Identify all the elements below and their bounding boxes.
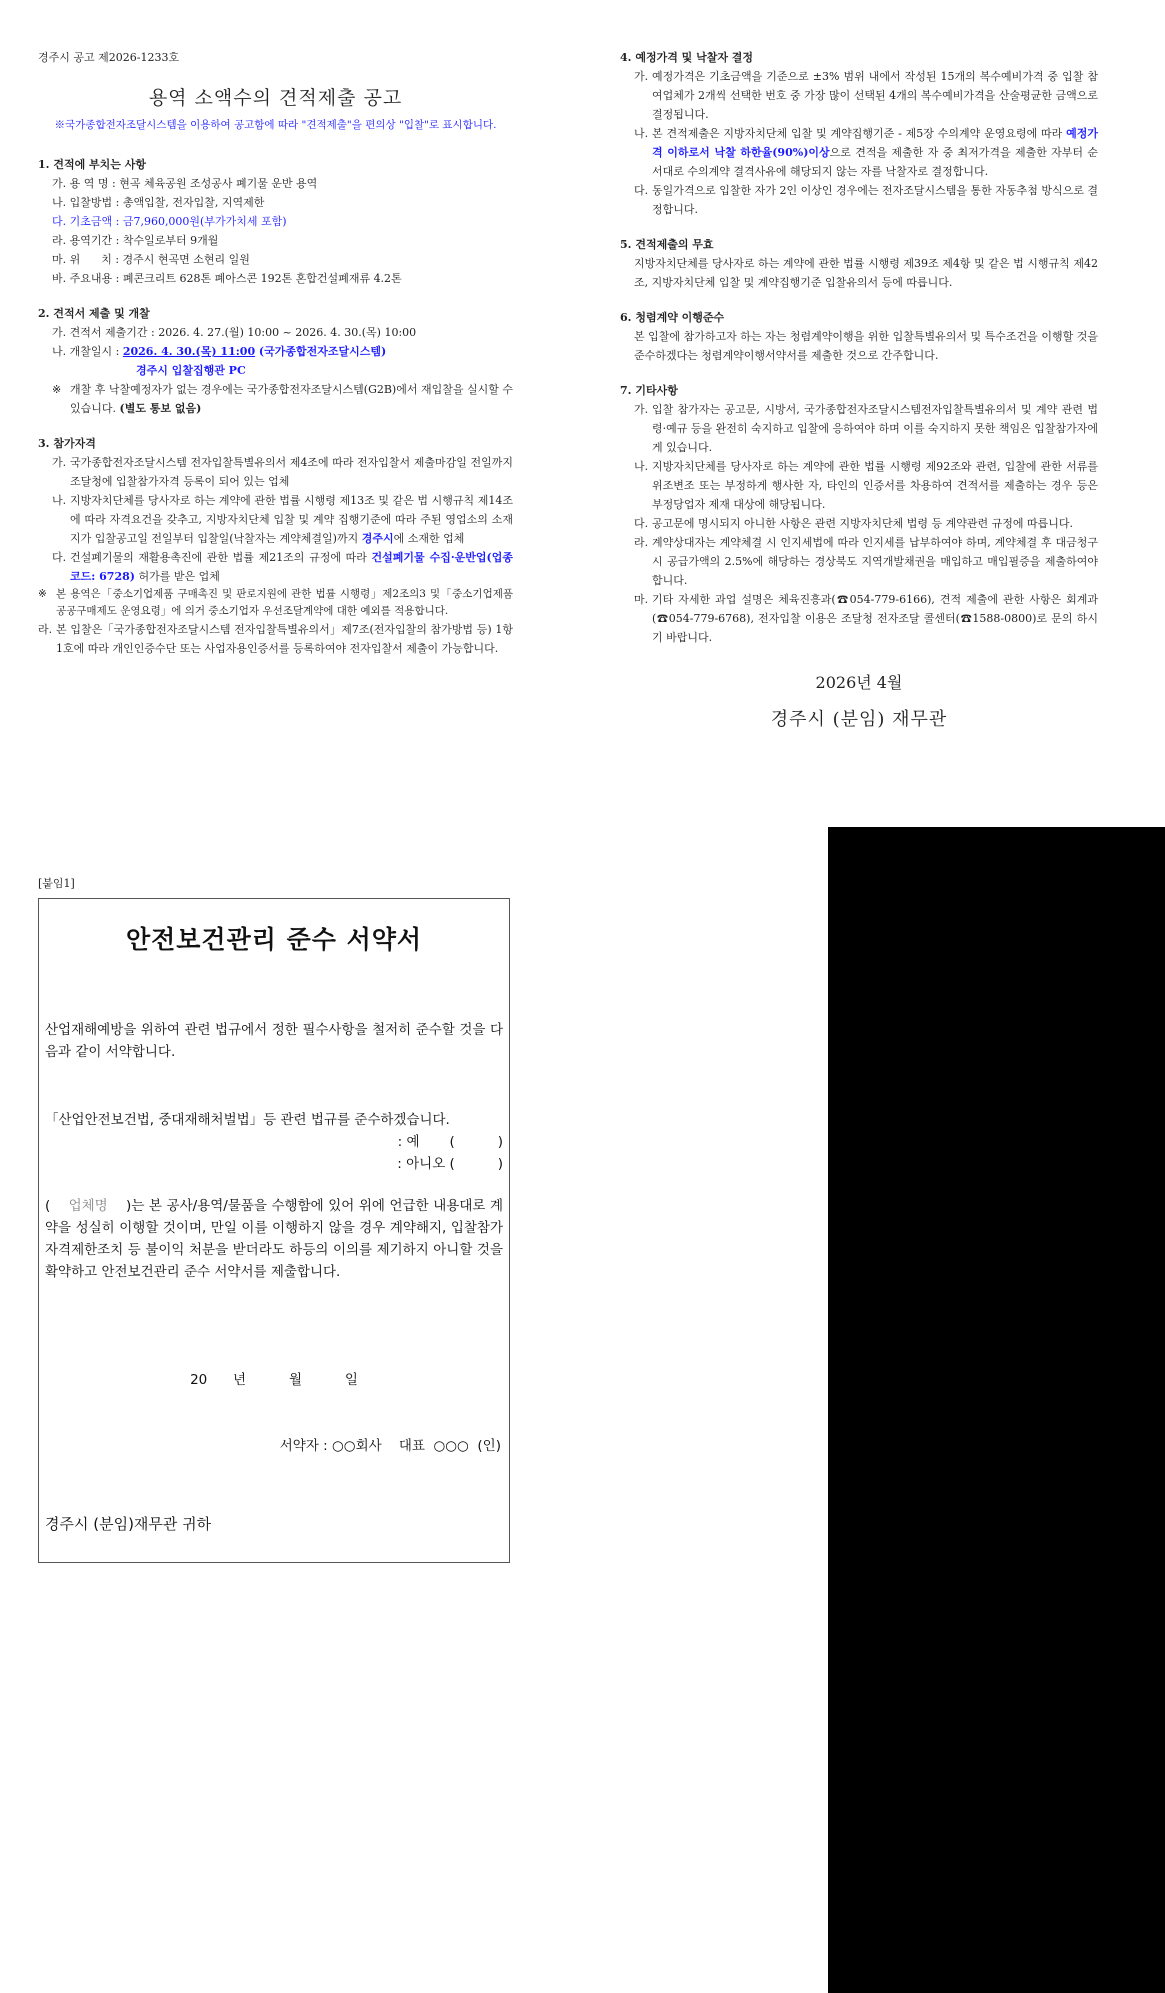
pledge-date-line: 20 년 월 일 xyxy=(190,1372,358,1388)
qualification-item xyxy=(38,491,513,548)
section-6 xyxy=(620,308,1098,365)
section-heading: 4. 예정가격 및 낙찰자 결정 xyxy=(620,51,754,64)
notice-number: 경주시 공고 제2026-1233호 xyxy=(38,51,180,64)
item-text: 계약상대자는 계약체결 시 인지세법에 따라 인지세를 납부하여야 하며, 계약체결 후 대금청구 시 공급가액의 2.5%에 해당하는 경상북도 지역개발채권을 매입하고 매입필증을 제출하여야 합니다. xyxy=(652,536,1098,587)
black-redaction-block xyxy=(828,827,1165,1993)
company-name-field[interactable]: 업체명 xyxy=(68,1198,108,1214)
item-marker: 다. xyxy=(52,551,67,564)
section-1 xyxy=(38,155,513,288)
misc-item xyxy=(620,400,1098,457)
section-heading: 7. 기타사항 xyxy=(620,384,678,397)
pledge-no-checkbox[interactable] xyxy=(39,1153,503,1175)
item-marker: 다. xyxy=(634,517,649,530)
item-marker: 가. xyxy=(52,456,67,469)
item-marker: 나. xyxy=(634,127,649,140)
item-text: 동일가격으로 입찰한 자가 2인 이상인 경우에는 전자조달시스템을 통한 자동추첨 방식으로 결정합니다. xyxy=(652,184,1098,216)
pledge-body-text: )는 본 공사/용역/물품을 수행함에 있어 위에 언급한 내용대로 계약을 성실히 이행할 것이며, 만일 이를 이행하지 않을 경우 계약해지, 입찰참가자격제한조치 등 불이익 처분을 받더라도 하등의 이의를 제기하지 아니할 것을 확약하고 안전보건관리 준수 서약서를 제출합니다. xyxy=(45,1198,504,1280)
rebid-note-bold: (별도 통보 없음) xyxy=(119,402,202,415)
opening-date-link[interactable]: 2026. 4. 30.(목) 11:00 xyxy=(122,345,256,358)
opening-label: 나. 개찰일시 : xyxy=(52,345,123,358)
note-text: 본 용역은「중소기업제품 구매촉진 및 판로지원에 관한 법률 시행령」제2조의3 및「중소기업제품 공공구매제도 운영요령」에 의거 중소기업자 우선조달계약에 대한 예외를 적용합니다. xyxy=(56,588,513,617)
misc-item xyxy=(620,457,1098,514)
qualification-item xyxy=(38,453,513,491)
pledge-addressee: 경주시 (분임)재무관 귀하 xyxy=(45,1515,212,1533)
pledge-signer: 서약자 : ○○회사 대표 ○○○ (인) xyxy=(279,1438,501,1454)
qualification-item xyxy=(38,620,513,658)
notice-left-column xyxy=(38,48,513,674)
item-highlight: 예정가격 이하로서 낙찰 하한율(90%)이상 xyxy=(652,127,1098,159)
yes-label: : 예 ( ) xyxy=(397,1134,503,1150)
item-marker: 다. xyxy=(634,184,649,197)
item-text: 공고문에 명시되지 아니한 사항은 관련 지방자치단체 법령 등 계약관련 규정에 따릅니다. xyxy=(652,517,1073,530)
opening-place: 경주시 입찰집행관 PC xyxy=(136,364,246,377)
opening-system: (국가종합전자조달시스템) xyxy=(255,345,387,358)
item-marker: 나. xyxy=(634,460,649,473)
section-1-item: 바. 주요내용 : 폐콘크리트 628톤 폐아스콘 192톤 혼합건설폐재류 4.2톤 xyxy=(52,272,402,285)
pledge-law: 「산업안전보건법, 중대재해처벌법」등 관련 법규를 준수하겠습니다. xyxy=(45,1112,450,1128)
section-2 xyxy=(38,304,513,418)
notice-date: 2026년 4월 xyxy=(815,673,903,692)
notice-subnote: ※국가종합전자조달시스템을 이용하여 공고함에 따라 "견적제출"을 편의상 "입찰"로 표시합니다. xyxy=(54,119,497,131)
opening-datetime xyxy=(38,342,513,361)
item-text: 지방자치단체를 당사자로 하는 계약에 관한 법률 시행령 제13조 및 같은 법 시행규칙 제14조에 따라 자격요건을 갖추고, 지방자치단체 입찰 및 계약 집행기준에 따라 주된 영업소의 소재지가 입찰공고일 전일부터 입찰일(낙찰자는 계약체결일)까지 xyxy=(70,494,513,545)
misc-item xyxy=(620,514,1098,533)
item-text: 건설폐기물의 재활용촉진에 관한 법률 제21조의 규정에 따라 xyxy=(70,551,372,564)
section-5 xyxy=(620,235,1098,292)
safety-pledge-form xyxy=(38,898,510,1563)
item-text: 지방자치단체를 당사자로 하는 계약에 관한 법률 시행령 제92조와 관련, 입찰에 관한 서류를 위조변조 또는 부정하게 행사한 자, 타인의 인증서를 차용하여 견적서를 제출하는 경우 등은 부정당업자 제재 대상에 해당됩니다. xyxy=(652,460,1098,511)
item-text: 기타 자세한 과업 설명은 체육진흥과(☎054-779-6166), 견적 제출에 관한 사항은 회계과(☎054-779-6768), 전자입찰 이용은 조달청 전자조달 콜센터(☎1588-0800)로 문의 하시기 바랍니다. xyxy=(652,593,1098,644)
section-body: 지방자치단체를 당사자로 하는 계약에 관한 법률 시행령 제39조 제4항 및 같은 법 시행규칙 제42조, 지방자치단체 입찰 및 계약집행기준 입찰유의서 등에 따릅니다. xyxy=(634,257,1098,289)
company-paren: ( xyxy=(45,1198,51,1214)
misc-item xyxy=(620,533,1098,590)
notice-right-column xyxy=(620,48,1098,729)
item-marker: 라. xyxy=(634,536,649,549)
item-text: 본 입찰은「국가종합전자조달시스템 전자입찰특별유의서」제7조(전자입찰의 참가방법 등) 1항 1호에 따라 개인인증수단 또는 사업자용인증서를 등록하여야 전자입찰서 제출이 가능합니다. xyxy=(56,623,513,655)
section-1-item: 나. 입찰방법 : 총액입찰, 전자입찰, 지역제한 xyxy=(52,196,265,209)
section-3 xyxy=(38,434,513,658)
section-7 xyxy=(620,381,1098,647)
attachment-label: [붙임1] xyxy=(38,877,75,890)
rebid-note xyxy=(38,380,513,418)
price-item xyxy=(620,67,1098,124)
item-highlight: 건설폐기물 수집·운반업(업종코드: 6728) xyxy=(70,551,513,583)
item-text: 입찰 참가자는 공고문, 시방서, 국가종합전자조달시스템전자입찰특별유의서 및 계약 관련 법령·예규 등을 완전히 숙지하고 입찰에 응하여야 하며 이를 숙지하지 못한 책임은 입찰참가자에게 있습니다. xyxy=(652,403,1098,454)
item-marker: 나. xyxy=(52,494,67,507)
item-text-tail: 에 소재한 업체 xyxy=(393,532,465,545)
submission-period: 가. 견적서 제출기간 : 2026. 4. 27.(월) 10:00 ~ 2026. 4. 30.(목) 10:00 xyxy=(52,326,417,339)
notice-issuer: 경주시 (분임) 재무관 xyxy=(770,709,948,730)
note-mark: ※ xyxy=(52,383,62,396)
price-item xyxy=(620,124,1098,181)
section-1-item: 마. 위 치 : 경주시 현곡면 소현리 일원 xyxy=(52,253,250,266)
item-marker: 마. xyxy=(634,593,649,606)
item-marker: 라. xyxy=(38,623,53,636)
section-heading: 1. 견적에 부치는 사항 xyxy=(38,158,146,171)
section-1-item: 라. 용역기간 : 착수일로부터 9개월 xyxy=(52,234,219,247)
pledge-yes-checkbox[interactable] xyxy=(39,1131,503,1153)
price-item xyxy=(620,181,1098,219)
misc-item xyxy=(620,590,1098,647)
pledge-intro: 산업재해예방을 위하여 관련 법규에서 정한 필수사항을 철저히 준수할 것을 다음과 같이 서약합니다. xyxy=(45,1022,503,1060)
item-text: 국가종합전자조달시스템 전자입찰특별유의서 제4조에 따라 전자입찰서 제출마감일 전일까지 조달청에 입찰참가자격 등록이 되어 있는 업체 xyxy=(70,456,513,488)
notice-title: 용역 소액수의 견적제출 공고 xyxy=(148,87,403,109)
rebid-note-text: 개찰 후 낙찰예정자가 없는 경우에는 국가종합전자조달시스템(G2B)에서 재입찰을 실시할 수 있습니다. xyxy=(70,383,513,415)
section-heading: 5. 견적제출의 무효 xyxy=(620,238,714,251)
section-body: 본 입찰에 참가하고자 하는 자는 청렴계약이행을 위한 입찰특별유의서 및 특수조건을 이행할 것을 준수하겠다는 청렴계약이행서약서를 제출한 것으로 간주합니다. xyxy=(634,330,1098,362)
section-1-item: 다. 기초금액 : 금7,960,000원(부가가치세 포함) xyxy=(52,215,287,228)
item-text: 예정가격은 기초금액을 기준으로 ±3% 범위 내에서 작성된 15개의 복수예비가격 중 입찰 참여업체가 2개씩 선택한 번호 중 가장 많이 선택된 4개의 복수예비가격을 산술평균한 금액으로 결정됩니다. xyxy=(652,70,1098,121)
no-label: : 아니오 ( ) xyxy=(397,1156,503,1172)
section-heading: 6. 청렴계약 이행준수 xyxy=(620,311,725,324)
item-highlight: 경주시 xyxy=(361,532,394,545)
item-text: 본 견적제출은 지방자치단체 입찰 및 계약집행기준 - 제5장 수의계약 운영요령에 따라 xyxy=(652,127,1067,140)
item-text-tail: 허가를 받은 업체 xyxy=(134,570,220,583)
note-mark: ※ xyxy=(38,588,47,600)
pledge-body xyxy=(45,1195,503,1283)
qualification-item xyxy=(38,548,513,586)
item-text-tail: 으로 견적을 제출한 자 중 최저가격을 제출한 자부터 순서대로 수의계약 결격사유에 해당되지 않는 자를 낙찰자로 결정합니다. xyxy=(652,146,1099,178)
pledge-title: 안전보건관리 준수 서약서 xyxy=(125,925,423,954)
section-heading: 3. 참가자격 xyxy=(38,437,96,450)
section-1-item: 가. 용 역 명 : 현곡 체육공원 조성공사 폐기물 운반 용역 xyxy=(52,177,318,190)
item-marker: 가. xyxy=(634,403,649,416)
sme-exception-note xyxy=(38,586,513,620)
section-4 xyxy=(620,48,1098,219)
section-heading: 2. 견적서 제출 및 개찰 xyxy=(38,307,150,320)
item-marker: 가. xyxy=(634,70,649,83)
